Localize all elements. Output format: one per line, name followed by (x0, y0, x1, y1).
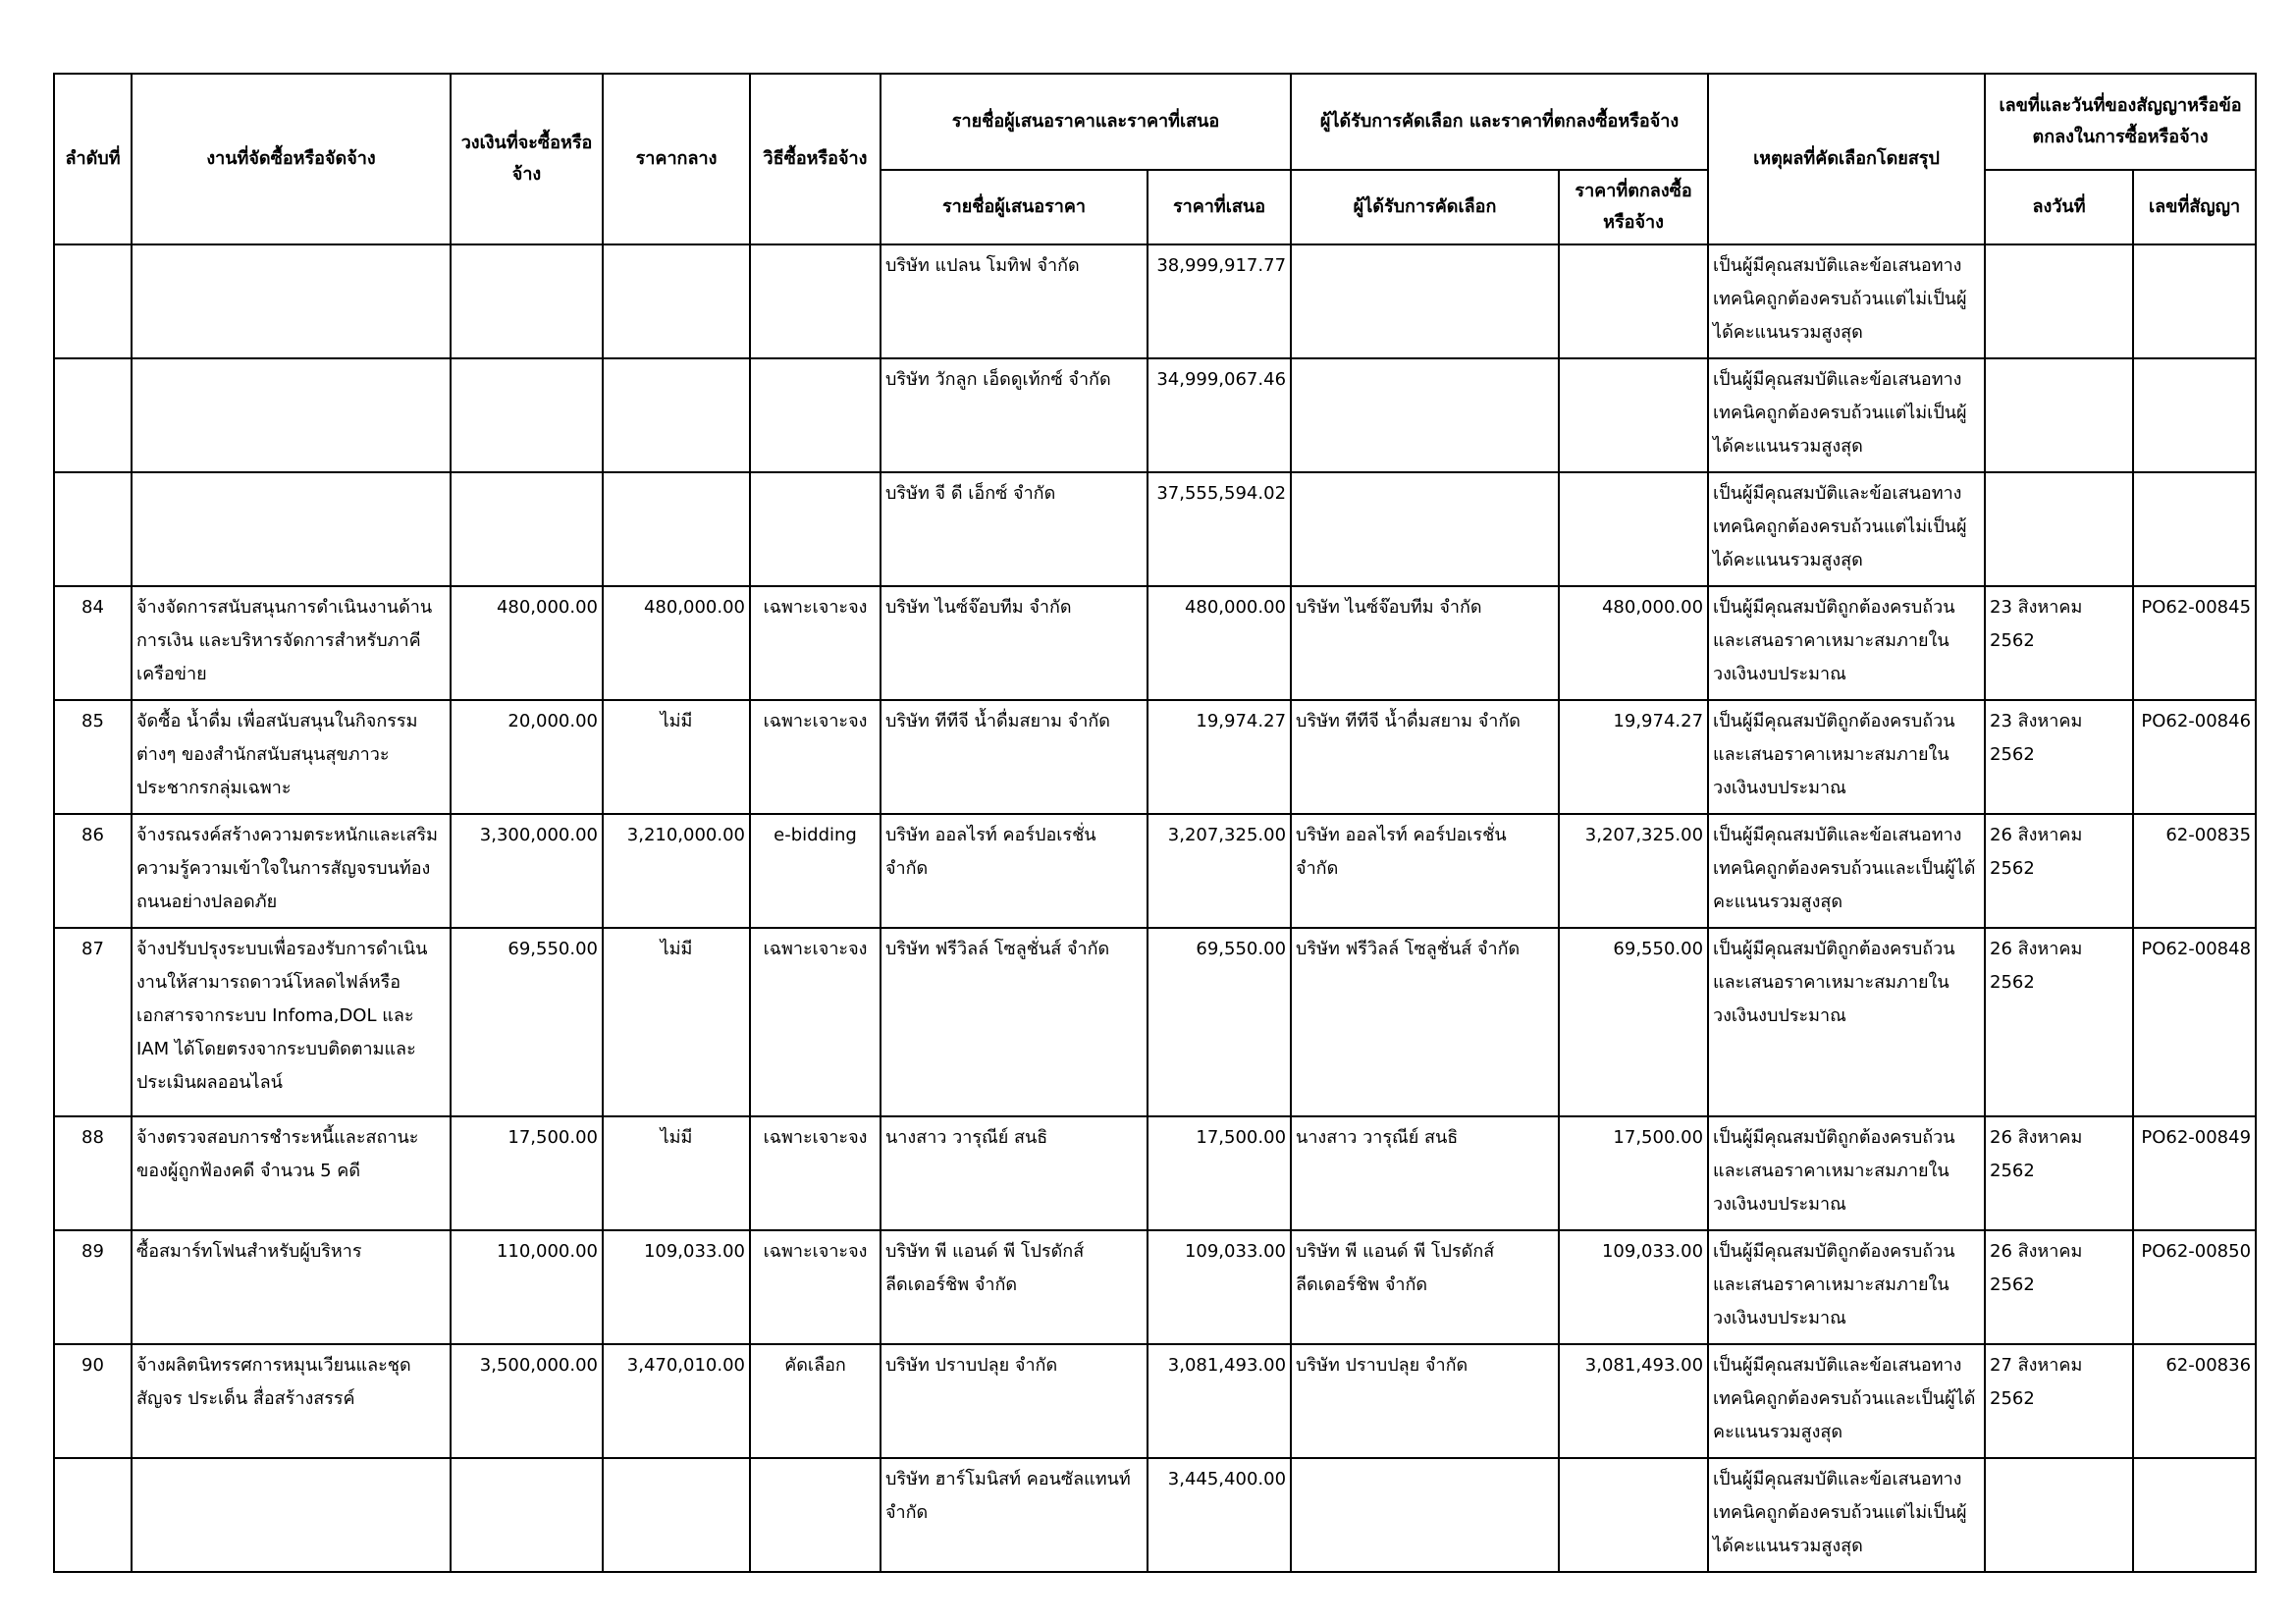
header-bid-price: ราคาที่เสนอ (1148, 170, 1291, 244)
cell-date (1985, 1458, 2133, 1572)
cell-reason: เป็นผู้มีคุณสมบัติถูกต้องครบถ้วนและเสนอราคาเหมาะสมภายในวงเงินงบประมาณ (1708, 1230, 1985, 1344)
cell-date (1985, 472, 2133, 586)
cell-date: 23 สิงหาคม 2562 (1985, 700, 2133, 814)
cell-no (54, 244, 132, 358)
cell-agreed (1559, 472, 1708, 586)
cell-no: 89 (54, 1230, 132, 1344)
cell-date (1985, 244, 2133, 358)
cell-median: 3,470,010.00 (603, 1344, 750, 1458)
cell-task: จ้างรณรงค์สร้างความตระหนักและเสริมความรู้ความเข้าใจในการสัญจรบนท้องถนนอย่างปลอดภัย (132, 814, 451, 928)
cell-median (603, 358, 750, 472)
cell-reason: เป็นผู้มีคุณสมบัติถูกต้องครบถ้วนและเสนอราคาเหมาะสมภายในวงเงินงบประมาณ (1708, 586, 1985, 700)
cell-date: 23 สิงหาคม 2562 (1985, 586, 2133, 700)
cell-contract (2133, 472, 2256, 586)
header-no: ลำดับที่ (54, 74, 132, 244)
header-selected-name: ผู้ได้รับการคัดเลือก (1291, 170, 1559, 244)
cell-winner (1291, 1458, 1559, 1572)
cell-contract: PO62-00849 (2133, 1116, 2256, 1230)
cell-winner: นางสาว วารุณีย์ สนธิ (1291, 1116, 1559, 1230)
table-row (54, 472, 2256, 586)
table-row (54, 358, 2256, 472)
table-row (54, 700, 2256, 814)
cell-method (750, 244, 881, 358)
table-row (54, 586, 2256, 700)
header-contract-group: เลขที่และวันที่ของสัญญาหรือข้อตกลงในการซื้อหรือจ้าง (1985, 74, 2256, 170)
cell-reason: เป็นผู้มีคุณสมบัติถูกต้องครบถ้วนและเสนอราคาเหมาะสมภายในวงเงินงบประมาณ (1708, 928, 1985, 1116)
cell-method: e-bidding (750, 814, 881, 928)
cell-no: 88 (54, 1116, 132, 1230)
cell-method: เฉพาะเจาะจง (750, 700, 881, 814)
cell-bid: 17,500.00 (1148, 1116, 1291, 1230)
cell-median (603, 1458, 750, 1572)
cell-median: 3,210,000.00 (603, 814, 750, 928)
cell-median: 480,000.00 (603, 586, 750, 700)
cell-bidder: บริษัท จี ดี เอ็กซ์ จำกัด (881, 472, 1148, 586)
cell-reason: เป็นผู้มีคุณสมบัติและข้อเสนอทางเทคนิคถูกต้องครบถ้วนแต่ไม่เป็นผู้ได้คะแนนรวมสูงสุด (1708, 244, 1985, 358)
header-median-price: ราคากลาง (603, 74, 750, 244)
cell-reason: เป็นผู้มีคุณสมบัติและข้อเสนอทางเทคนิคถูกต้องครบถ้วนแต่ไม่เป็นผู้ได้คะแนนรวมสูงสุด (1708, 1458, 1985, 1572)
cell-contract (2133, 1458, 2256, 1572)
header-task: งานที่จัดซื้อหรือจัดจ้าง (132, 74, 451, 244)
table-row (54, 814, 2256, 928)
cell-bid: 3,207,325.00 (1148, 814, 1291, 928)
cell-bid: 38,999,917.77 (1148, 244, 1291, 358)
cell-bidder: บริษัท ไนซ์จ๊อบทีม จำกัด (881, 586, 1148, 700)
header-reason: เหตุผลที่คัดเลือกโดยสรุป (1708, 74, 1985, 244)
cell-budget: 69,550.00 (451, 928, 603, 1116)
cell-task: จัดซื้อ น้ำดื่ม เพื่อสนับสนุนในกิจกรรมต่างๆ ของสำนักสนับสนุนสุขภาวะประชากรกลุ่มเฉพาะ (132, 700, 451, 814)
cell-task: จ้างผลิตนิทรรศการหมุนเวียนและชุดสัญจร ประเด็น สื่อสร้างสรรค์ (132, 1344, 451, 1458)
cell-no: 85 (54, 700, 132, 814)
cell-reason: เป็นผู้มีคุณสมบัติและข้อเสนอทางเทคนิคถูกต้องครบถ้วนและเป็นผู้ได้คะแนนรวมสูงสุด (1708, 1344, 1985, 1458)
cell-budget (451, 244, 603, 358)
cell-contract: PO62-00846 (2133, 700, 2256, 814)
table-row (54, 244, 2256, 358)
cell-bidder: บริษัท ทีทีจี น้ำดื่มสยาม จำกัด (881, 700, 1148, 814)
cell-bid: 37,555,594.02 (1148, 472, 1291, 586)
table-row (54, 1230, 2256, 1344)
cell-agreed (1559, 358, 1708, 472)
cell-median (603, 472, 750, 586)
header-method: วิธีซื้อหรือจ้าง (750, 74, 881, 244)
cell-contract: PO62-00845 (2133, 586, 2256, 700)
header-bidders-group: รายชื่อผู้เสนอราคาและราคาที่เสนอ (881, 74, 1291, 170)
cell-date: 26 สิงหาคม 2562 (1985, 814, 2133, 928)
header-bidder-name: รายชื่อผู้เสนอราคา (881, 170, 1148, 244)
cell-median: ไม่มี (603, 928, 750, 1116)
header-selected-group: ผู้ได้รับการคัดเลือก และราคาที่ตกลงซื้อหรือจ้าง (1291, 74, 1708, 170)
cell-budget (451, 358, 603, 472)
cell-task: จ้างปรับปรุงระบบเพื่อรองรับการดำเนินงานให้สามารถดาวน์โหลดไฟล์หรือเอกสารจากระบบ Infoma,DOL และ IAM ได้โดยตรงจากระบบติดตามและประเมินผลออนไลน์ (132, 928, 451, 1116)
cell-budget (451, 472, 603, 586)
cell-budget: 3,500,000.00 (451, 1344, 603, 1458)
cell-budget: 20,000.00 (451, 700, 603, 814)
table-row (54, 1344, 2256, 1458)
cell-no (54, 1458, 132, 1572)
cell-agreed: 19,974.27 (1559, 700, 1708, 814)
cell-task (132, 1458, 451, 1572)
cell-winner (1291, 358, 1559, 472)
cell-reason: เป็นผู้มีคุณสมบัติและข้อเสนอทางเทคนิคถูกต้องครบถ้วนแต่ไม่เป็นผู้ได้คะแนนรวมสูงสุด (1708, 358, 1985, 472)
cell-bid: 109,033.00 (1148, 1230, 1291, 1344)
cell-bidder: บริษัท พี แอนด์ พี โปรดักส์ ลีดเดอร์ชิพ จำกัด (881, 1230, 1148, 1344)
cell-agreed (1559, 244, 1708, 358)
cell-method (750, 472, 881, 586)
cell-winner: บริษัท ปราบปลุย จำกัด (1291, 1344, 1559, 1458)
cell-contract (2133, 358, 2256, 472)
cell-bid: 19,974.27 (1148, 700, 1291, 814)
cell-winner: บริษัท ฟรีวิลล์ โซลูชั่นส์ จำกัด (1291, 928, 1559, 1116)
cell-reason: เป็นผู้มีคุณสมบัติถูกต้องครบถ้วนและเสนอราคาเหมาะสมภายในวงเงินงบประมาณ (1708, 1116, 1985, 1230)
cell-method (750, 358, 881, 472)
cell-bidder: บริษัท แปลน โมทิฟ จำกัด (881, 244, 1148, 358)
table-row (54, 1116, 2256, 1230)
cell-date: 26 สิงหาคม 2562 (1985, 928, 2133, 1116)
cell-median: ไม่มี (603, 1116, 750, 1230)
cell-agreed: 17,500.00 (1559, 1116, 1708, 1230)
cell-bidder: บริษัท ฮาร์โมนิสท์ คอนซัลแทนท์ จำกัด (881, 1458, 1148, 1572)
cell-date: 26 สิงหาคม 2562 (1985, 1116, 2133, 1230)
header-agreed-price: ราคาที่ตกลงซื้อหรือจ้าง (1559, 170, 1708, 244)
cell-date: 26 สิงหาคม 2562 (1985, 1230, 2133, 1344)
cell-method: เฉพาะเจาะจง (750, 1230, 881, 1344)
cell-contract: PO62-00848 (2133, 928, 2256, 1116)
cell-method: เฉพาะเจาะจง (750, 928, 881, 1116)
cell-agreed: 3,207,325.00 (1559, 814, 1708, 928)
cell-bid: 3,081,493.00 (1148, 1344, 1291, 1458)
cell-median (603, 244, 750, 358)
cell-agreed: 3,081,493.00 (1559, 1344, 1708, 1458)
cell-task (132, 358, 451, 472)
cell-task: จ้างจัดการสนับสนุนการดำเนินงานด้านการเงิน และบริหารจัดการสำหรับภาคีเครือข่าย (132, 586, 451, 700)
cell-date (1985, 358, 2133, 472)
cell-method: คัดเลือก (750, 1344, 881, 1458)
cell-bid: 3,445,400.00 (1148, 1458, 1291, 1572)
cell-bidder: บริษัท ออลไรท์ คอร์ปอเรชั่น จำกัด (881, 814, 1148, 928)
header-contract-no: เลขที่สัญญา (2133, 170, 2256, 244)
cell-method: เฉพาะเจาะจง (750, 1116, 881, 1230)
cell-median: 109,033.00 (603, 1230, 750, 1344)
cell-bidder: บริษัท ปราบปลุย จำกัด (881, 1344, 1148, 1458)
cell-bidder: บริษัท วักลูก เอ็ดดูเท้กซ์ จำกัด (881, 358, 1148, 472)
cell-reason: เป็นผู้มีคุณสมบัติและข้อเสนอทางเทคนิคถูกต้องครบถ้วนแต่ไม่เป็นผู้ได้คะแนนรวมสูงสุด (1708, 472, 1985, 586)
cell-budget: 17,500.00 (451, 1116, 603, 1230)
cell-task (132, 472, 451, 586)
cell-bid: 69,550.00 (1148, 928, 1291, 1116)
cell-bid: 34,999,067.46 (1148, 358, 1291, 472)
cell-contract: PO62-00850 (2133, 1230, 2256, 1344)
procurement-table (53, 73, 2257, 1573)
cell-no (54, 358, 132, 472)
header-contract-date: ลงวันที่ (1985, 170, 2133, 244)
cell-winner: บริษัท ออลไรท์ คอร์ปอเรชั่น จำกัด (1291, 814, 1559, 928)
table-row (54, 1458, 2256, 1572)
cell-budget (451, 1458, 603, 1572)
cell-winner (1291, 244, 1559, 358)
cell-no: 90 (54, 1344, 132, 1458)
cell-contract (2133, 244, 2256, 358)
cell-no: 86 (54, 814, 132, 928)
cell-contract: 62-00835 (2133, 814, 2256, 928)
cell-method (750, 1458, 881, 1572)
cell-method: เฉพาะเจาะจง (750, 586, 881, 700)
cell-task (132, 244, 451, 358)
cell-task: ซื้อสมาร์ทโฟนสำหรับผู้บริหาร (132, 1230, 451, 1344)
cell-agreed: 109,033.00 (1559, 1230, 1708, 1344)
cell-winner: บริษัท พี แอนด์ พี โปรดักส์ ลีดเดอร์ชิพ จำกัด (1291, 1230, 1559, 1344)
cell-winner: บริษัท ไนซ์จ๊อบทีม จำกัด (1291, 586, 1559, 700)
cell-task: จ้างตรวจสอบการชำระหนี้และสถานะของผู้ถูกฟ้องคดี จำนวน 5 คดี (132, 1116, 451, 1230)
cell-bidder: นางสาว วารุณีย์ สนธิ (881, 1116, 1148, 1230)
cell-no: 84 (54, 586, 132, 700)
cell-reason: เป็นผู้มีคุณสมบัติและข้อเสนอทางเทคนิคถูกต้องครบถ้วนและเป็นผู้ได้คะแนนรวมสูงสุด (1708, 814, 1985, 928)
cell-budget: 110,000.00 (451, 1230, 603, 1344)
cell-no (54, 472, 132, 586)
cell-contract: 62-00836 (2133, 1344, 2256, 1458)
cell-no: 87 (54, 928, 132, 1116)
cell-date: 27 สิงหาคม 2562 (1985, 1344, 2133, 1458)
cell-agreed: 480,000.00 (1559, 586, 1708, 700)
cell-bid: 480,000.00 (1148, 586, 1291, 700)
cell-agreed (1559, 1458, 1708, 1572)
cell-median: ไม่มี (603, 700, 750, 814)
cell-bidder: บริษัท ฟรีวิลล์ โซลูชั่นส์ จำกัด (881, 928, 1148, 1116)
header-budget: วงเงินที่จะซื้อหรือจ้าง (451, 74, 603, 244)
cell-agreed: 69,550.00 (1559, 928, 1708, 1116)
cell-reason: เป็นผู้มีคุณสมบัติถูกต้องครบถ้วนและเสนอราคาเหมาะสมภายในวงเงินงบประมาณ (1708, 700, 1985, 814)
cell-winner: บริษัท ทีทีจี น้ำดื่มสยาม จำกัด (1291, 700, 1559, 814)
cell-winner (1291, 472, 1559, 586)
cell-budget: 3,300,000.00 (451, 814, 603, 928)
table-row (54, 928, 2256, 1116)
cell-budget: 480,000.00 (451, 586, 603, 700)
